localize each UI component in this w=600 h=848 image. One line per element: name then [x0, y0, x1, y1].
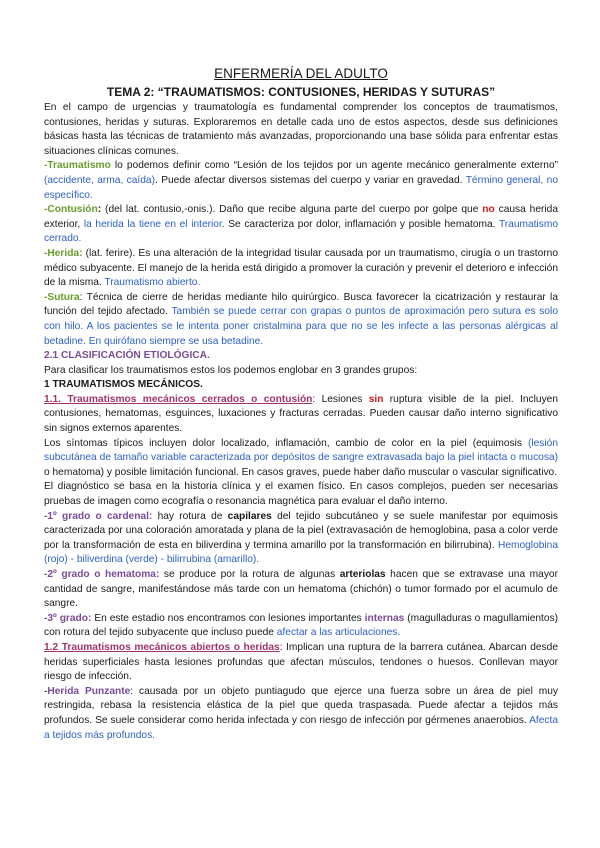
- grado3-text: En este estadio nos encontramos con lesiones importantes: [91, 612, 365, 624]
- sintomas-paragraph: [44, 437, 558, 481]
- section-1-heading: 1 TRAUMATISMOS MECÁNICOS.: [44, 379, 203, 391]
- sutura-note: También se puede cerrar con grapas o puntos de aproximación pero sutura es solo con hilo. A los pacientes se le intenta poner cristalmina para que no se les infecte a las personas alérgicas al betadine. En quirófano siempre se usa betadine.: [44, 306, 558, 347]
- grado2-text: se produce por la rotura de algunas: [159, 569, 340, 580]
- term-herida: -Herida:: [44, 247, 83, 259]
- sutura-paragraph: [44, 291, 558, 349]
- traumatismo-note: Término general, no específico.: [44, 174, 558, 201]
- grado2-bold: arteriolas: [339, 569, 386, 580]
- grado1-note: Hemoglobina (rojo) - biliverdina (verde) - bilirrubina (amarillo).: [44, 539, 558, 566]
- term-sutura: -Sutura: [44, 291, 80, 303]
- grado1-paragraph: [44, 510, 558, 568]
- traumatismo-text: lo podemos definir como “Lesión de los tejidos por un agente mecánico generalmente externo”: [110, 160, 558, 172]
- grado2-paragraph: [44, 568, 558, 612]
- grado1-text-2: del tejido subcutáneo y se suele manifestar por equimosis caracterizada por una coloración amoratada y plana de la piel (extravasación de hemoglobina, pasa a color verde por la transformación de esta en biliverdina y termina amarillo por la transformación en bilirrubina).: [44, 510, 558, 551]
- grado1-bold: capilares: [227, 510, 272, 522]
- section-2-1-heading: 2.1 CLASIFICACIÓN ETIOLÓGICA.: [44, 350, 210, 362]
- grado2-text-2: hacen que se extravase una mayor cantidad de sangre, manifestándose más tarde con un hematoma (chichón) o tumor formado por el acumulo de sangre.: [44, 569, 558, 610]
- term-traumatismo: -Traumatismo: [44, 160, 111, 172]
- subsection-1-2-heading: 1.2 Traumatismos mecánicos abiertos o heridas: [44, 641, 280, 653]
- document-title: ENFERMERÍA DEL ADULTO: [214, 66, 388, 81]
- subsection-1-2-paragraph: [44, 641, 558, 685]
- grado3-heading: -3º grado:: [44, 612, 92, 624]
- contusion-no: no: [482, 204, 495, 216]
- punzante-paragraph: [44, 685, 558, 743]
- grado3-text-2: (magulladuras o magullamientos) con rotura del tejido subyacente que incluso puede: [44, 612, 559, 639]
- term-contusion: -Contusión: [44, 204, 98, 216]
- subsection-1-1-text: : Lesiones: [312, 393, 369, 405]
- contusion-paragraph: [44, 203, 558, 247]
- herida-note: Traumatismo abierto.: [104, 277, 201, 289]
- grado1-text: hay rotura de: [152, 510, 228, 522]
- document-subtitle: TEMA 2: “TRAUMATISMOS: CONTUSIONES, HERIDAS Y SUTURAS”: [106, 85, 496, 99]
- punzante-text: : causada por un objeto puntiagudo que ejerce una fuerza sobre un área de piel muy restringida, rebasa la resistencia elástica de la piel que queda traspasada. Puede afectar a tejidos más profundos. Se suele considerar como herida infectada y con riesgo de infección por gérmenes anaerobios.: [44, 685, 558, 726]
- grado3-paragraph: [44, 612, 558, 641]
- diagnostico-paragraph: El diagnóstico se basa en la historia clínica y el examen físico. En casos complejos, pueden ser necesarias pruebas de imagen como ecografía o resonancia magnética para evaluar el daño interno.: [44, 481, 558, 508]
- contusion-text: (del lat. contusio,-onis.). Daño que recibe alguna parte del cuerpo por golpe que: [101, 204, 483, 216]
- sintomas-text: Los síntomas típicos incluyen dolor localizado, inflamación, cambio de color en la piel (equimosis: [44, 437, 528, 449]
- contusion-colon: :: [97, 204, 102, 216]
- subsection-1-1-paragraph: [44, 393, 558, 437]
- traumatismo-examples: (accidente, arma, caída): [44, 174, 155, 186]
- contusion-note: la herida la tiene en el interior: [83, 218, 222, 230]
- herida-text: (lat. ferire). Es una alteración de la integridad tisular causada por un traumatismo, cirugía o un trastorno médico subyacente. El manejo de la herida está dirigido a promover la curación y prevenir el deterioro e infección de la misma.: [44, 247, 558, 289]
- contusion-text-3: . Se caracteriza por dolor, inflamación y posible hematoma.: [221, 218, 499, 230]
- grado3-bold: internas: [364, 612, 405, 624]
- contusion-note-2: Traumatismo cerrado.: [44, 218, 558, 245]
- section-2-1-intro: Para clasificar los traumatismos estos los podemos englobar en 3 grandes grupos:: [44, 364, 418, 376]
- grado3-note: afectar a las articulaciones.: [276, 627, 401, 639]
- punzante-note: Afecta a tejidos más profundos.: [44, 714, 558, 741]
- traumatismo-paragraph: [44, 159, 558, 203]
- punzante-heading: -Herida Punzante: [44, 685, 131, 697]
- grado2-heading: -2º grado o hematoma:: [44, 569, 160, 580]
- subsection-1-1-text-2: ruptura visible de la piel. Incluyen contusiones, hematomas, esguinces, luxaciones y fracturas cerradas. Pueden causar daño interno significativo sin signos externos aparentes.: [44, 393, 558, 435]
- document-page: [44, 66, 558, 743]
- subsection-1-1-heading: 1.1. Traumatismos mecánicos cerrados o contusión: [44, 393, 313, 405]
- sintomas-text-2: o hematoma) y posible limitación funcional. En casos graves, puede haber daño muscular o vascular significativo.: [44, 466, 558, 478]
- grado1-heading: -1º grado o cardenal:: [44, 510, 153, 522]
- subsection-1-1-sin: sin: [368, 393, 384, 405]
- contusion-text-2: causa herida exterior,: [44, 204, 558, 230]
- sintomas-note: (lesión subcutánea de tamaño variable caracterizada por depósitos de sangre extravasada bajo la piel intacta o mucosa): [44, 437, 558, 464]
- subsection-1-2-text: : Implican una ruptura de la barrera cutánea. Abarcan desde heridas superficiales hasta lesiones profundas que afectan músculos, tendones o huesos. Conllevan mayor riesgo de infección.: [44, 641, 558, 683]
- herida-paragraph: [44, 247, 558, 291]
- traumatismo-text-2: . Puede afectar diversos sistemas del cuerpo y variar en gravedad.: [154, 174, 466, 186]
- intro-paragraph: En el campo de urgencias y traumatología es fundamental comprender los conceptos de traumatismos, contusiones, heridas y suturas. Exploraremos en detalle cada uno de estos aspectos, desde sus definiciones básicas hasta las técnicas de tratamiento más avanzadas, proporcionando una base sólida para enfrentar estas situaciones clínicas comunes.: [44, 102, 558, 157]
- sutura-text: : Técnica de cierre de heridas mediante hilo quirúrgico. Busca favorecer la cicatrización y restaurar la función del tejido afectado.: [44, 291, 558, 318]
